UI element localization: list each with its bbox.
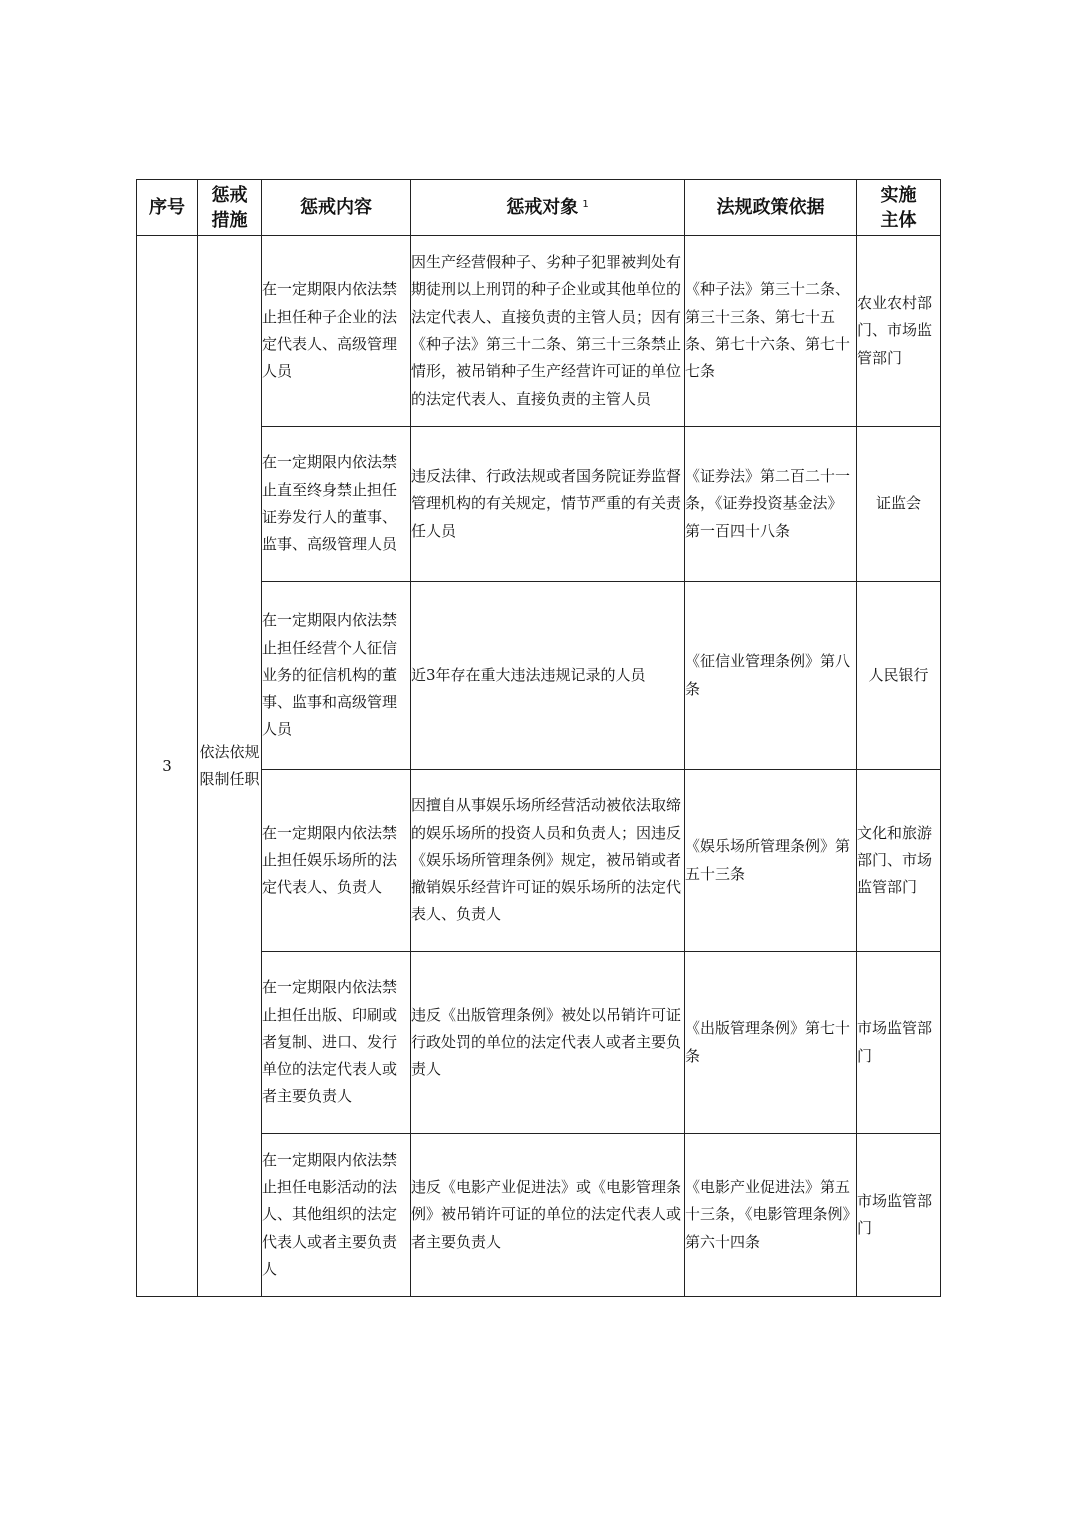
entity-text: 人民银行: [868, 665, 929, 684]
target-cell: [411, 952, 685, 1134]
target-cell: [411, 582, 685, 770]
content-cell: [262, 582, 411, 770]
target-text: 因生产经营假种子、劣种子犯罪被判处有期徒刑以上刑罚的种子企业或其他单位的法定代表人、直接负责的主管人员；因有《种子法》第三十二条、第三十三条禁止情形，被吊销种子生产经营许可证的单位的法定代表人、直接负责的主管人员: [411, 253, 682, 408]
header-target-label: 惩戒对象: [506, 197, 579, 218]
content-text: 在一定期限内依法禁止担任电影活动的法人、其他组织的法定代表人或者主要负责人: [262, 1150, 398, 1278]
seq-number: 3: [162, 757, 172, 775]
header-entity-label: 实施主体: [880, 184, 917, 231]
basis-text: 《证券法》第二百二十一条，《证券投资基金法》第一百四十八条: [685, 467, 851, 540]
target-text: 违反法律、行政法规或者国务院证券监督管理机构的有关规定，情节严重的有关责任人员: [411, 467, 682, 540]
content-text: 在一定期限内依法禁止担任经营个人征信业务的征信机构的董事、监事和高级管理人员: [262, 611, 398, 739]
content-text: 在一定期限内依法禁止担任种子企业的法定代表人、高级管理人员: [262, 280, 398, 381]
content-cell: [262, 952, 411, 1134]
measure-text: 依法依规限制任职: [199, 743, 260, 788]
header-row: [137, 180, 941, 236]
entity-cell: [857, 582, 941, 770]
header-measure: [198, 180, 262, 236]
seq-cell: [137, 236, 198, 1297]
target-cell: [411, 770, 685, 952]
basis-text: 《电影产业促进法》第五十三条，《电影管理条例》第六十四条: [685, 1178, 851, 1251]
entity-text: 市场监管部门: [857, 1019, 933, 1065]
header-seq-label: 序号: [149, 197, 185, 218]
content-text: 在一定期限内依法禁止直至终身禁止担任证券发行人的董事、监事、高级管理人员: [262, 453, 398, 554]
header-basis-label: 法规政策依据: [716, 197, 825, 218]
header-content-label: 惩戒内容: [300, 197, 372, 218]
header-target: [411, 180, 685, 236]
entity-cell: [857, 427, 941, 582]
target-cell: [411, 427, 685, 582]
target-text: 违反《出版管理条例》被处以吊销许可证行政处罚的单位的法定代表人或者主要负责人: [411, 1005, 682, 1079]
target-cell: [411, 1134, 685, 1297]
content-cell: [262, 770, 411, 952]
basis-cell: [685, 582, 857, 770]
basis-text: 《出版管理条例》第七十条: [685, 1019, 851, 1065]
header-entity: [857, 180, 941, 236]
basis-text: 《娱乐场所管理条例》第五十三条: [685, 837, 851, 883]
basis-text: 《征信业管理条例》第八条: [685, 652, 851, 698]
content-cell: [262, 1134, 411, 1297]
content-text: 在一定期限内依法禁止担任出版、印刷或者复制、进口、发行单位的法定代表人或者主要负责人: [262, 978, 398, 1106]
entity-text: 农业农村部门、市场监管部门: [857, 294, 933, 367]
entity-text: 市场监管部门: [857, 1191, 933, 1237]
punishment-table: [136, 179, 941, 1297]
target-text: 近3年存在重大违法违规记录的人员: [411, 665, 646, 684]
header-seq: [137, 180, 198, 236]
basis-cell: [685, 427, 857, 582]
entity-cell: [857, 236, 941, 427]
entity-text: 证监会: [875, 494, 921, 513]
header-content: [262, 180, 411, 236]
target-text: 因擅自从事娱乐场所经营活动被依法取缔的娱乐场所的投资人员和负责人；因违反《娱乐场所管理条例》规定，被吊销或者撤销娱乐经营许可证的娱乐场所的法定代表人、负责人: [411, 796, 682, 924]
footnote-marker: 1: [582, 199, 589, 210]
basis-cell: [685, 770, 857, 952]
content-cell: [262, 427, 411, 582]
basis-cell: [685, 236, 857, 427]
table-row: [137, 236, 941, 427]
header-measure-label: 惩戒措施: [211, 184, 248, 231]
basis-text: 《种子法》第三十二条、第三十三条、第七十五条、第七十六条、第七十七条: [685, 280, 851, 381]
header-basis: [685, 180, 857, 236]
entity-cell: [857, 770, 941, 952]
entity-text: 文化和旅游部门、市场监管部门: [857, 823, 933, 897]
content-text: 在一定期限内依法禁止担任娱乐场所的法定代表人、负责人: [262, 823, 398, 897]
entity-cell: [857, 952, 941, 1134]
entity-cell: [857, 1134, 941, 1297]
basis-cell: [685, 952, 857, 1134]
target-text: 违反《电影产业促进法》或《电影管理条例》被吊销许可证的单位的法定代表人或者主要负责人: [411, 1178, 682, 1251]
target-cell: [411, 236, 685, 427]
content-cell: [262, 236, 411, 427]
basis-cell: [685, 1134, 857, 1297]
measure-cell: [198, 236, 262, 1297]
